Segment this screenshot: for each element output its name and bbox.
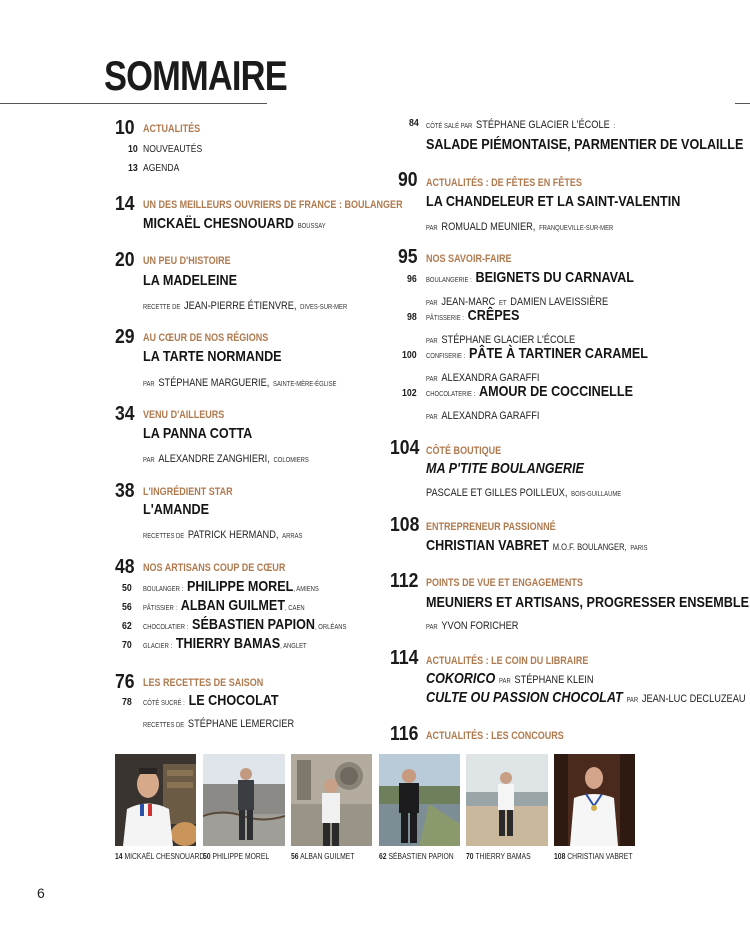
photo-caption: 56 ALBAN GUILMET (291, 852, 355, 861)
section-category: UN PEU D'HISTOIRE (143, 255, 231, 267)
section-category: ACTUALITÉS (143, 123, 201, 135)
section-category: NOS SAVOIR-FAIRE (426, 253, 512, 265)
section-credit: PAR YVON FORICHER (426, 620, 519, 632)
title-rule (0, 103, 267, 104)
item-number: 50 (122, 583, 132, 594)
section-number: 114 (390, 647, 419, 669)
section-number: 104 (390, 437, 420, 459)
section-credit: PAR ALEXANDRA GARAFFI (426, 410, 540, 422)
portrait-photo-chesnouard (115, 754, 196, 846)
section-number: 90 (398, 169, 418, 191)
section-number: 76 (115, 671, 135, 693)
section-headline: SALADE PIÉMONTAISE, PARMENTIER DE VOLAILLE (426, 136, 744, 153)
item-number: 100 (402, 350, 417, 361)
section-category: AU CŒUR DE NOS RÉGIONS (143, 332, 269, 344)
section-headline: MICKAËL CHESNOUARD BOUSSAY (143, 215, 326, 232)
section-category: LES RECETTES DE SAISON (143, 677, 264, 689)
section-number: 29 (115, 326, 135, 348)
section-number: 95 (398, 246, 418, 268)
section-number: 38 (115, 480, 135, 502)
list-item: CHOCOLATERIE : AMOUR DE COCCINELLE (426, 383, 633, 400)
section-headline: LA MADELEINE (143, 272, 238, 289)
list-item: CÔTÉ SUCRÉ : LE CHOCOLAT (143, 692, 279, 709)
section-headline: L'AMANDE (143, 501, 209, 518)
item-number: 102 (402, 388, 417, 399)
section-category: ACTUALITÉS : LES CONCOURS (426, 730, 564, 742)
book-item: COKORICO PAR STÉPHANE KLEIN (426, 670, 594, 687)
section-category: ACTUALITÉS : LE COIN DU LIBRAIRE (426, 655, 589, 667)
section-credit: RECETTES DE STÉPHANE LEMERCIER (143, 718, 295, 730)
section-number: 10 (115, 117, 135, 139)
section-category: CÔTÉ BOUTIQUE (426, 445, 502, 457)
photo-caption: 70 THIERRY BAMAS (466, 852, 531, 861)
item-number: 84 (409, 118, 419, 129)
margin-rule (735, 103, 750, 104)
section-category: VENU D'AILLEURS (143, 409, 225, 421)
item-number: 56 (122, 602, 132, 613)
item-number: 78 (122, 697, 132, 708)
photo-caption: 14 MICKAËL CHESNOUARD (115, 852, 205, 861)
list-item: BOULANGER : PHILIPPE MOREL, AMIENS (143, 578, 319, 595)
section-headline: LA PANNA COTTA (143, 425, 253, 442)
item-number: 62 (122, 621, 132, 632)
section-credit: PAR ROMUALD MEUNIER, FRANQUEVILLE-SUR-MER (426, 221, 614, 233)
section-credit: PAR ALEXANDRE ZANGHIERI, COLOMIERS (143, 453, 309, 465)
item-number: 13 (128, 163, 138, 174)
photo-caption: 108 CHRISTIAN VABRET (554, 852, 633, 861)
section-credit: CÔTÉ SALÉ PAR STÉPHANE GLACIER L'ÉCOLE : (426, 119, 616, 131)
section-number: 112 (390, 570, 419, 592)
section-number: 14 (115, 193, 135, 215)
item-number: 96 (407, 274, 417, 285)
item-label: NOUVEAUTÉS (143, 144, 203, 155)
section-category: L'INGRÉDIENT STAR (143, 486, 233, 498)
book-item: CULTE OU PASSION CHOCOLAT PAR JEAN-LUC DECLUZEAU (426, 689, 746, 706)
portrait-photo-bamas (466, 754, 548, 846)
section-category: ACTUALITÉS : DE FÊTES EN FÊTES (426, 177, 582, 189)
list-item: GLACIER : THIERRY BAMAS, ANGLET (143, 635, 307, 652)
section-credit: PAR STÉPHANE MARGUERIE, SAINTE-MÈRE-ÉGLISE (143, 377, 337, 389)
item-number: 98 (407, 312, 417, 323)
section-credit: PAR JEAN-MARC ET DAMIEN LAVEISSIÈRE (426, 296, 609, 308)
section-credit: RECETTE DE JEAN-PIERRE ÉTIENVRE, DIVES-SUR-MER (143, 300, 348, 312)
section-credit: PASCALE ET GILLES POILLEUX, BOIS-GUILLAUME (426, 487, 622, 499)
portrait-photo-vabret (554, 754, 635, 846)
list-item: CONFISERIE : PÂTE À TARTINER CARAMEL (426, 345, 648, 362)
list-item: CHOCOLATIER : SÉBASTIEN PAPION, ORLÉANS (143, 616, 347, 633)
section-number: 116 (390, 723, 419, 745)
list-item: PÂTISSIER : ALBAN GUILMET, CAEN (143, 597, 305, 614)
section-category: UN DES MEILLEURS OUVRIERS DE FRANCE : BOULANGER (143, 199, 403, 211)
page-title: SOMMAIRE (104, 52, 287, 99)
list-item: BOULANGERIE : BEIGNETS DU CARNAVAL (426, 269, 634, 286)
list-item: PÂTISSERIE : CRÊPES (426, 307, 520, 324)
section-credit: RECETTES DE PATRICK HERMAND, ARRAS (143, 529, 303, 541)
section-number: 34 (115, 403, 135, 425)
page-number: 6 (37, 885, 45, 901)
section-credit: PAR STÉPHANE GLACIER L'ÉCOLE (426, 334, 576, 346)
item-label: AGENDA (143, 163, 180, 174)
section-category: NOS ARTISANS COUP DE CŒUR (143, 562, 286, 574)
portrait-photo-morel (203, 754, 285, 846)
section-number: 20 (115, 249, 135, 271)
section-headline: MEUNIERS ET ARTISANS, PROGRESSER ENSEMBLE (426, 594, 749, 611)
section-headline: LA TARTE NORMANDE (143, 348, 282, 365)
section-category: ENTREPRENEUR PASSIONNÉ (426, 521, 556, 533)
section-headline: LA CHANDELEUR ET LA SAINT-VALENTIN (426, 193, 681, 210)
section-credit: PAR ALEXANDRA GARAFFI (426, 372, 540, 384)
item-number: 70 (122, 640, 132, 651)
section-category: POINTS DE VUE ET ENGAGEMENTS (426, 577, 583, 589)
section-headline: MA P'TITE BOULANGERIE (426, 460, 584, 477)
section-number: 48 (115, 556, 135, 578)
photo-caption: 62 SÉBASTIEN PAPION (379, 852, 454, 861)
photo-caption: 50 PHILIPPE MOREL (203, 852, 270, 861)
section-headline: CHRISTIAN VABRET M.O.F. BOULANGER, PARIS (426, 537, 648, 554)
item-number: 10 (128, 144, 138, 155)
section-number: 108 (390, 514, 420, 536)
portrait-photo-guilmet (291, 754, 372, 846)
portrait-photo-papion (379, 754, 460, 846)
